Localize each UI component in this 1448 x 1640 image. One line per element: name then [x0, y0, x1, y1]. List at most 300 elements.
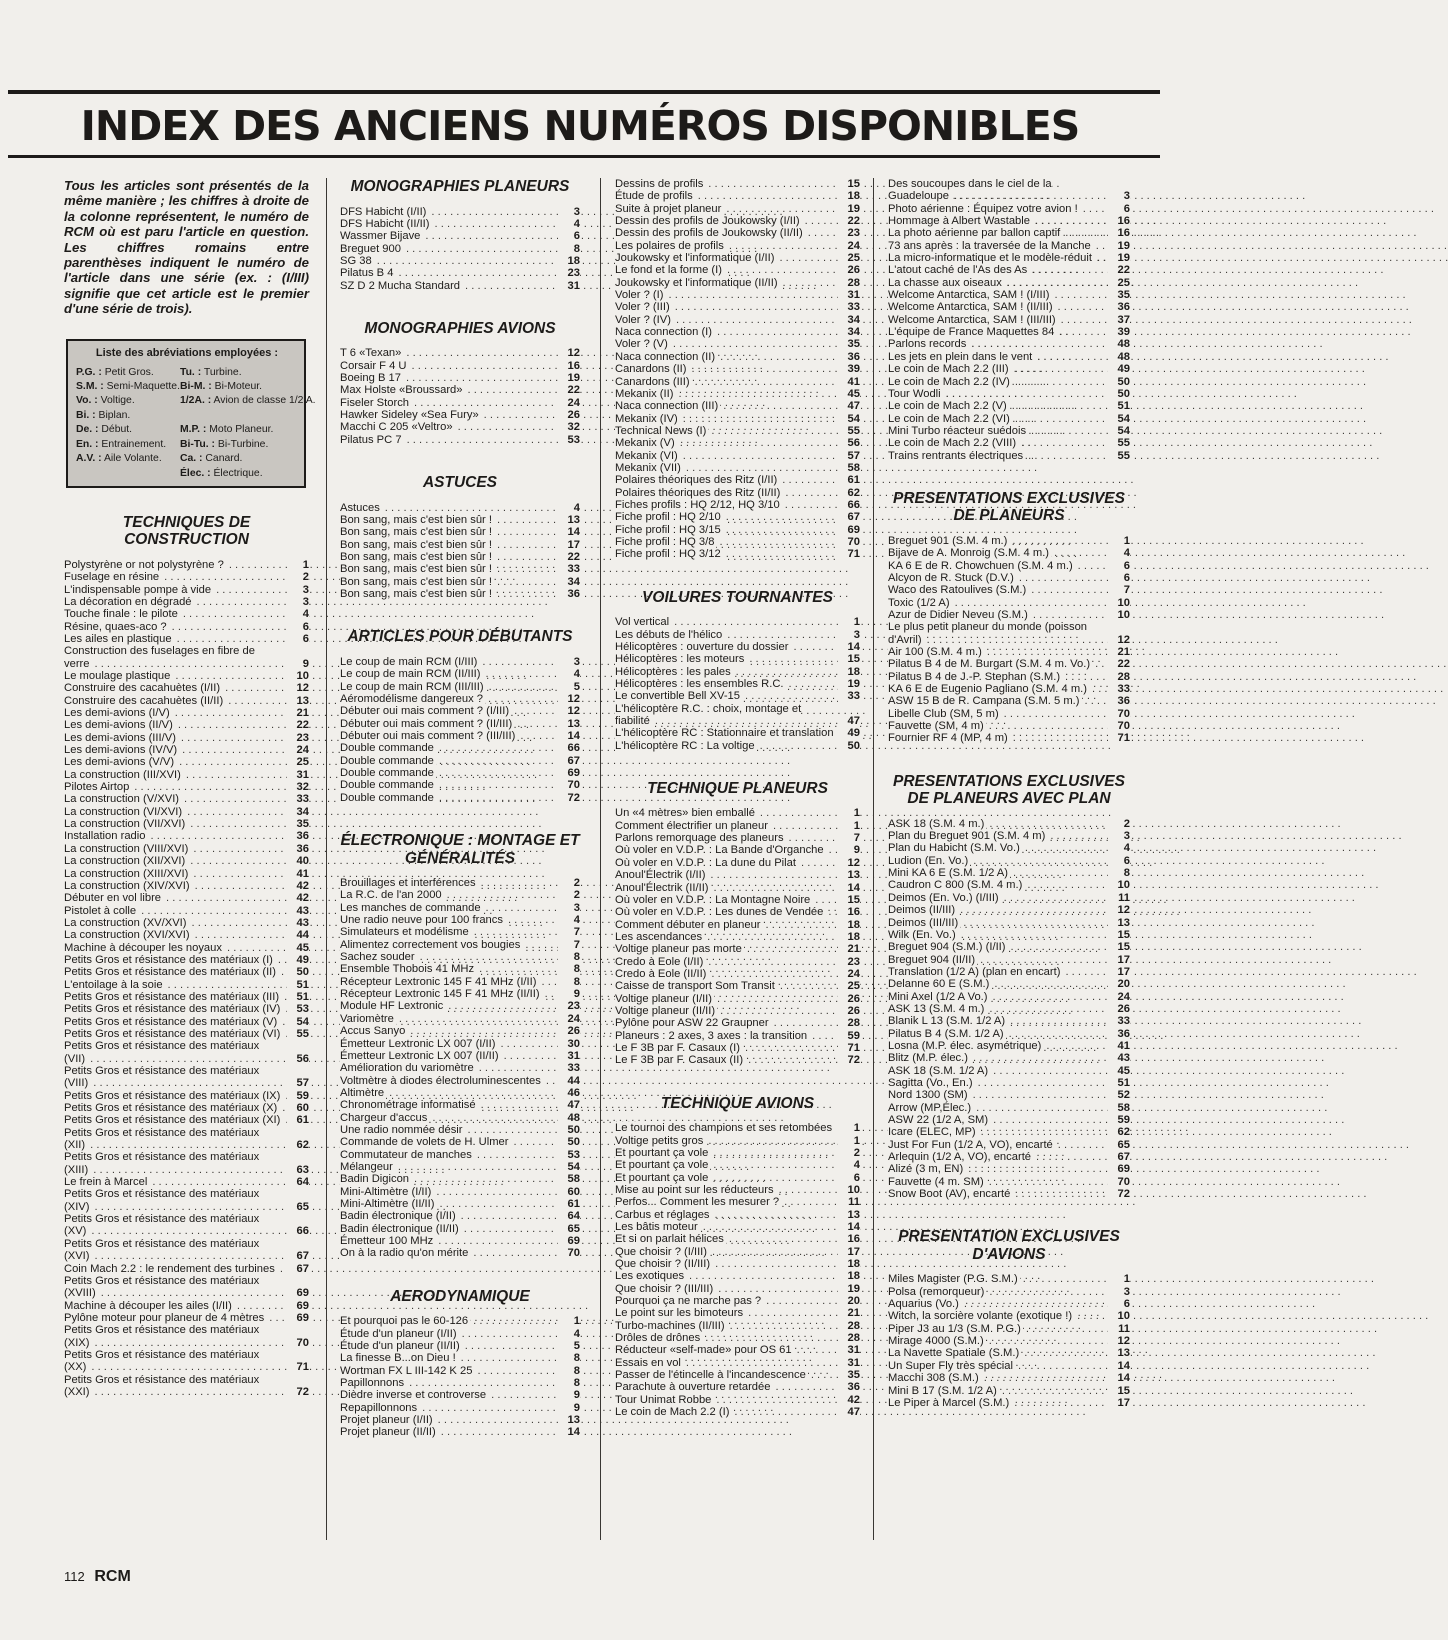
entry-title: KA 6 E de R. Chowchuen (S.M. 4 m.) — [888, 559, 1073, 572]
issue-number: 28 — [838, 1017, 860, 1029]
index-entry — [340, 1315, 580, 1327]
entry-title: Le fond et la forme (I) — [615, 264, 722, 277]
abbreviation-title: Liste des abréviations employées : — [95, 346, 279, 359]
issue-number: 2 — [1108, 818, 1130, 830]
entry-title: Fuselage en résine — [64, 571, 160, 584]
issue-number: 71 — [287, 1361, 309, 1373]
entry-title-wrap — [64, 1263, 287, 1275]
entry-title: ASW 22 (1/2 A, SM) — [888, 1114, 989, 1126]
entry-title-wrap — [340, 889, 558, 901]
issue-number: 3 — [558, 656, 580, 668]
entry-title-wrap — [64, 1127, 287, 1152]
entry-title: Les demi-avions (IV/V) — [64, 744, 178, 757]
issue-number: 3 — [1108, 190, 1130, 202]
issue-number: 71 — [838, 1042, 860, 1054]
index-entry — [888, 1040, 1130, 1052]
issue-number: 26 — [838, 1005, 860, 1017]
index-entry — [615, 450, 860, 462]
entry-title: Hélicoptères : les ensembles R.C. — [615, 677, 784, 690]
index-entry — [340, 588, 580, 600]
index-entry — [340, 1414, 580, 1426]
entry-title: Les demi-avions (II/V) — [64, 719, 173, 732]
entry-title-wrap — [615, 1159, 838, 1171]
entry-title: Les demi-avions (I/V) — [64, 707, 170, 720]
index-entry — [888, 1298, 1130, 1310]
index-entry — [340, 914, 580, 926]
entry-title-wrap — [615, 1196, 838, 1208]
issue-number: 69 — [287, 1287, 309, 1299]
entry-title: Pilatus PC 7 — [340, 433, 402, 446]
issue-number: 51 — [1108, 400, 1130, 412]
index-entry — [888, 671, 1130, 683]
issue-number: 19 — [838, 203, 860, 215]
issue-number: 18 — [838, 666, 860, 678]
issue-number: 25 — [838, 252, 860, 264]
index-entry — [615, 616, 860, 628]
entry-title-wrap — [340, 914, 558, 926]
entry-title: Mekanix (VII) — [615, 461, 681, 474]
index-entry — [615, 1005, 860, 1017]
issue-number: 13 — [1108, 917, 1130, 929]
entry-title: Fiche profil : HQ 3/12 — [615, 548, 721, 561]
issue-number: 62 — [838, 487, 860, 499]
issue-number: 67 — [838, 511, 860, 523]
issue-number: 19 — [558, 372, 580, 384]
issue-number: 8 — [558, 243, 580, 255]
index-entry — [340, 1328, 580, 1340]
index-entry — [615, 690, 860, 702]
entry-title: SG 38 — [340, 254, 372, 267]
entry-title: Tour Unimat Robbe — [615, 1393, 712, 1406]
issue-number: 21 — [838, 943, 860, 955]
index-entry — [64, 559, 309, 571]
entry-title: La photo aérienne par ballon captif — [888, 227, 1061, 240]
entry-title: Welcome Antarctica, SAM ! (I/III) — [888, 289, 1050, 302]
entry-title-wrap — [888, 1397, 1108, 1409]
issue-number: 66 — [838, 499, 860, 511]
issue-number: 1 — [838, 807, 860, 819]
index-entry — [888, 547, 1130, 559]
entry-title: Voltige planeur (II/II) — [615, 1004, 716, 1017]
entry-title: Le coin de Mach 2.2 (III) — [888, 363, 1009, 376]
issue-number: 55 — [1108, 437, 1130, 449]
index-entry — [615, 1172, 860, 1184]
index-entry — [888, 1015, 1130, 1027]
entry-title: Naca connection (III) — [615, 400, 719, 413]
issue-number: 57 — [287, 1077, 309, 1089]
abbreviation-meaning: Turbine. — [203, 366, 242, 378]
entry-title: Hélicoptères : les pales — [615, 665, 731, 678]
issue-number: 36 — [1108, 695, 1130, 707]
index-entry — [64, 645, 309, 670]
entry-title: Plan du Habicht (S.M. Vo.) — [888, 842, 1020, 855]
entry-title: Caisse de transport Som Transit — [615, 980, 775, 993]
page-footer — [64, 1568, 131, 1586]
entry-title: Les demi-avions (III/V) — [64, 731, 176, 744]
issue-number: 71 — [1108, 732, 1130, 744]
issue-number: 36 — [1108, 1028, 1130, 1040]
index-entry — [615, 1381, 860, 1393]
issue-number: 26 — [558, 409, 580, 421]
index-entry — [615, 906, 860, 918]
entry-title: Où voler en V.D.P. : La Montagne Noire — [615, 893, 811, 906]
entry-title: Welcome Antarctica, SAM ! (II/III) — [888, 301, 1053, 314]
entry-title: Aéromodélisme dangereux ? — [340, 692, 484, 705]
index-entry — [340, 1013, 580, 1025]
entry-title-wrap — [888, 1286, 1108, 1298]
issue-number: 16 — [1108, 227, 1130, 239]
index-entry — [340, 1377, 580, 1389]
index-entry — [888, 301, 1130, 313]
issue-number: 23 — [838, 227, 860, 239]
issue-number: 55 — [1108, 450, 1130, 462]
entry-title-wrap — [888, 1003, 1108, 1015]
entry-title-wrap — [615, 203, 838, 215]
entry-title: Papillonnons — [340, 1376, 405, 1389]
entry-title: Badin électronique (I/II) — [340, 1210, 456, 1223]
page-title: INDEX DES ANCIENS NUMÉROS DISPONIBLES — [80, 102, 1080, 150]
entry-title-wrap — [64, 756, 287, 768]
issue-number: 24 — [838, 968, 860, 980]
index-entry — [340, 693, 580, 705]
index-entry — [615, 1017, 860, 1029]
entry-title-wrap — [64, 1324, 287, 1349]
entry-title: Photo aérienne : Équipez votre avion ! — [888, 202, 1078, 215]
issue-number: 58 — [1108, 1102, 1130, 1114]
entry-title: L'entoilage à la soie — [64, 978, 163, 991]
entry-title: Petits Gros et résistance des matériaux (XX) — [64, 1348, 260, 1374]
index-entry — [64, 793, 309, 805]
issue-number: 10 — [1108, 597, 1130, 609]
index-entry — [340, 779, 580, 791]
entry-title-wrap — [340, 988, 558, 1000]
abbreviation-meaning: Avion de classe 1/2 A. — [213, 395, 316, 407]
index-entry — [888, 1176, 1130, 1188]
issue-number: 24 — [287, 744, 309, 756]
issue-number: 18 — [838, 1270, 860, 1282]
entry-title-wrap — [888, 609, 1108, 621]
entry-title: Les bâtis moteur — [615, 1220, 698, 1233]
entry-title-wrap — [888, 1360, 1108, 1372]
index-entry — [615, 1394, 860, 1406]
issue-number: 13 — [558, 514, 580, 526]
entry-title: Petits Gros et résistance des matériaux (II) — [64, 966, 277, 979]
issue-number: 72 — [1108, 1188, 1130, 1200]
entry-title: Breguet 900 — [340, 242, 401, 255]
entry-title: Étude d'un planeur (I/II) — [340, 1327, 457, 1340]
issue-number: 8 — [558, 976, 580, 988]
entry-title: Deimos (En. Vo.) (I/III) — [888, 891, 999, 904]
entry-title-wrap — [615, 351, 838, 363]
entry-title-wrap — [64, 1114, 287, 1126]
index-entry — [340, 206, 580, 218]
entry-title-wrap — [64, 633, 287, 645]
index-section — [615, 589, 860, 752]
entry-title-wrap — [64, 1102, 287, 1114]
index-entry — [615, 499, 860, 511]
entry-title: Tour Wodli — [888, 387, 941, 400]
entry-title-wrap — [340, 563, 558, 575]
entry-title: Voltige planeur pas morte — [615, 943, 742, 956]
issue-number: 43 — [1108, 1052, 1130, 1064]
index-entry — [888, 1151, 1130, 1163]
abbreviation-item — [76, 452, 180, 465]
issue-number: 17 — [558, 539, 580, 551]
entry-title-wrap — [340, 1075, 558, 1087]
issue-number: 49 — [287, 954, 309, 966]
abbreviation-key: M.P. : — [180, 424, 207, 436]
entry-title-wrap — [64, 942, 287, 954]
entry-title: Wassmer Bijave — [340, 230, 421, 243]
issue-number: 24 — [558, 397, 580, 409]
column-1-sections — [64, 514, 309, 1398]
issue-number: 72 — [838, 1054, 860, 1066]
issue-number: 61 — [558, 1198, 580, 1210]
index-entry — [615, 919, 860, 931]
abbreviation-item — [76, 438, 180, 451]
abbreviation-item — [76, 380, 180, 393]
entry-title-wrap — [64, 707, 287, 719]
abbreviation-meaning: Bi-Turbine. — [217, 438, 269, 450]
index-entry — [340, 951, 580, 963]
entry-title-wrap — [888, 941, 1108, 953]
entry-title-wrap — [888, 842, 1108, 854]
entry-title: Le coin de Mach 2.2 (VIII) — [888, 437, 1017, 450]
entry-title-wrap — [64, 830, 287, 842]
issue-number: 1 — [558, 1315, 580, 1327]
entry-title-wrap — [615, 641, 838, 653]
index-entry — [615, 740, 860, 752]
issue-number: 7 — [558, 926, 580, 938]
entry-title: Amélioration du variomètre — [340, 1062, 474, 1075]
issue-number: 16 — [1108, 215, 1130, 227]
index-entry — [64, 682, 309, 694]
entry-title-wrap — [340, 1315, 558, 1327]
index-entry — [340, 988, 580, 1000]
entry-title: Caudron C 800 (S.M. 4 m.) — [888, 879, 1023, 892]
entry-title: Les polaires de profils — [615, 239, 724, 252]
entry-title-wrap — [615, 450, 838, 462]
index-entry — [888, 1273, 1130, 1285]
issue-number: 22 — [558, 384, 580, 396]
issue-number: 13 — [558, 718, 580, 730]
index-entry — [64, 1349, 309, 1374]
index-entry — [888, 351, 1130, 363]
entry-title: Max Holste «Broussard» — [340, 384, 463, 397]
entry-title: Fiches profils : HQ 2/12, HQ 3/10 — [615, 498, 780, 511]
abbreviation-box — [66, 339, 316, 488]
entry-title: Le coup de main RCM (I/III) — [340, 655, 478, 668]
section-heading: PRESENTATIONS EXCLUSIVES DE PLANEURS AVEC PLAN — [893, 772, 1125, 808]
entry-title: Un «4 mètres» bien emballé — [615, 807, 755, 820]
index-entry — [615, 1233, 860, 1245]
entry-title-wrap — [888, 1176, 1108, 1188]
entry-title-wrap — [615, 252, 838, 264]
entry-title-wrap — [64, 719, 287, 731]
index-entry — [888, 252, 1130, 264]
entry-title-wrap — [888, 867, 1108, 879]
entry-title: Et pourtant ça vole — [615, 1171, 709, 1184]
index-entry — [340, 576, 580, 588]
index-entry — [615, 548, 860, 560]
index-entry — [888, 388, 1130, 400]
index-entry — [615, 993, 860, 1005]
entry-title: Mélangeur — [340, 1160, 393, 1173]
issue-number: 22 — [1108, 264, 1130, 276]
index-entry — [615, 931, 860, 943]
entry-title: Que choisir ? (III/III) — [615, 1282, 714, 1295]
index-entry — [888, 1310, 1130, 1322]
issue-number: 4 — [1108, 547, 1130, 559]
entry-title: Petits Gros et résistance des matériaux (V) — [64, 1015, 278, 1028]
issue-number: 28 — [838, 1320, 860, 1332]
entry-title-wrap — [340, 963, 558, 975]
index-entry — [64, 621, 309, 633]
entry-title: Mirage 4000 (S.M.) — [888, 1335, 984, 1348]
entry-title: Construire des cacahuètes (I/II) — [64, 682, 221, 695]
issue-number: 6 — [287, 633, 309, 645]
entry-title: Petits Gros et résistance des matériaux (I) — [64, 953, 273, 966]
entry-title-wrap — [615, 1307, 838, 1319]
index-entry — [64, 843, 309, 855]
issue-number: 26 — [838, 264, 860, 276]
issue-number: 42 — [287, 880, 309, 892]
entry-title: Canardons (II) — [615, 363, 687, 376]
entry-title: Losna (M.P. élec. asymétrique) — [888, 1039, 1042, 1052]
index-entry — [888, 1188, 1130, 1200]
entry-title: Pylône moteur pour planeur de 4 mètres — [64, 1311, 265, 1324]
entry-title: Pilatus B 4 — [340, 267, 394, 280]
issue-number: 42 — [287, 892, 309, 904]
issue-number: 12 — [1108, 904, 1130, 916]
issue-number: 65 — [1108, 1139, 1130, 1151]
issue-number: 39 — [1108, 326, 1130, 338]
entry-title: Le F 3B par F. Casaux (II) — [615, 1054, 744, 1067]
entry-title: Touche finale : le pilote — [64, 608, 178, 621]
issue-number: 50 — [1108, 388, 1130, 400]
entry-title: Le coin de Mach 2.2 (V) — [888, 400, 1007, 413]
index-entry — [615, 727, 860, 739]
entry-title: Bon sang, mais c'est bien sûr ! — [340, 551, 492, 564]
index-entry — [615, 203, 860, 215]
index-entry — [888, 892, 1130, 904]
entry-title: Fiseler Storch — [340, 396, 410, 409]
entry-title-wrap — [615, 1406, 838, 1418]
index-entry — [888, 609, 1130, 621]
index-entry — [64, 1300, 309, 1312]
issue-number: 10 — [287, 670, 309, 682]
entry-title-wrap — [64, 1090, 287, 1102]
index-entry — [888, 1397, 1130, 1409]
entry-title-wrap — [615, 1122, 838, 1134]
entry-title-wrap — [340, 1013, 558, 1025]
issue-number: 66 — [558, 742, 580, 754]
entry-title: Une radio nommée désir — [340, 1123, 463, 1136]
issue-number: 16 — [838, 1233, 860, 1245]
issue-number: 4 — [558, 218, 580, 230]
issue-number: 70 — [558, 1247, 580, 1259]
entry-title: Étude d'un planeur (II/II) — [340, 1339, 460, 1352]
index-entry — [340, 902, 580, 914]
entry-title-wrap — [64, 584, 287, 596]
issue-number: 69 — [558, 1235, 580, 1247]
entry-title: Réducteur «self-made» pour OS 61 — [615, 1344, 792, 1357]
issue-number: 7 — [558, 939, 580, 951]
index-entry — [615, 425, 860, 437]
entry-title: Petits Gros et résistance des matériaux (VII) — [64, 1040, 260, 1065]
entry-title-wrap — [615, 462, 838, 474]
index-entry — [888, 338, 1130, 350]
issue-number: 70 — [558, 779, 580, 791]
entry-title-wrap — [340, 514, 558, 526]
entry-title: Petits Gros et résistance des matériaux (VI) — [64, 1027, 281, 1040]
entry-title-wrap — [888, 203, 1108, 215]
issue-number: 45 — [1108, 1065, 1130, 1077]
entry-title-wrap — [64, 1374, 287, 1399]
entry-title: Passer de l'étincelle à l'incandescence — [615, 1369, 806, 1382]
issue-number: 4 — [287, 608, 309, 620]
issue-number: 28 — [1108, 671, 1130, 683]
entry-title: Double commande — [340, 742, 434, 755]
entry-title-wrap — [888, 376, 1108, 388]
entry-title-wrap — [888, 252, 1108, 264]
issue-number: 24 — [838, 240, 860, 252]
entry-title-wrap — [888, 1089, 1108, 1101]
index-entry — [615, 1221, 860, 1233]
index-entry — [64, 818, 309, 830]
index-entry — [615, 178, 860, 190]
index-entry — [340, 1087, 580, 1099]
issue-number: 33 — [558, 563, 580, 575]
index-entry — [615, 511, 860, 523]
entry-title: Les exotiques — [615, 1270, 685, 1283]
entry-title-wrap — [888, 1163, 1108, 1175]
entry-title-wrap — [340, 218, 558, 230]
entry-title-wrap — [888, 879, 1108, 891]
entry-title: Bijave de A. Monroig (S.M. 4 m.) — [888, 547, 1050, 560]
index-entry — [888, 227, 1130, 239]
entry-title: Breguet 901 (S.M. 4 m.) — [888, 534, 1008, 547]
entry-title-wrap — [615, 548, 838, 560]
column-2 — [340, 178, 580, 1467]
entry-title-wrap — [615, 931, 838, 943]
issue-number: 37 — [1108, 314, 1130, 326]
issue-number: 10 — [1108, 1310, 1130, 1322]
entry-title: Coin Mach 2.2 : le rendement des turbines — [64, 1262, 275, 1275]
entry-title-wrap — [888, 178, 1108, 203]
section-heading: TECHNIQUES DE CONSTRUCTION — [122, 513, 251, 549]
index-entry — [340, 243, 580, 255]
entry-title: Débuter en vol libre — [64, 892, 162, 905]
abbreviation-key: De. : — [76, 424, 99, 436]
entry-title: Et pourquoi pas le 60-126 — [340, 1315, 469, 1328]
abbreviation-meaning: Aile Volante. — [103, 453, 162, 465]
issue-number: 14 — [1108, 1360, 1130, 1372]
entry-title: Petits Gros et résistance des matériaux (IX) — [64, 1089, 281, 1102]
issue-number: 61 — [287, 1114, 309, 1126]
issue-number: 6 — [838, 1172, 860, 1184]
entry-title: Voltige planeur (I/II) — [615, 992, 713, 1005]
issue-number: 35 — [838, 338, 860, 350]
section-heading: PRESENTATION EXCLUSIVES D'AVIONS — [898, 1228, 1120, 1263]
abbreviation-item — [180, 409, 316, 422]
index-entry — [340, 656, 580, 668]
index-entry — [340, 668, 580, 680]
index-entry — [615, 413, 860, 425]
index-entry — [615, 487, 860, 499]
entry-title-wrap — [615, 740, 838, 752]
issue-number: 4 — [1108, 842, 1130, 854]
